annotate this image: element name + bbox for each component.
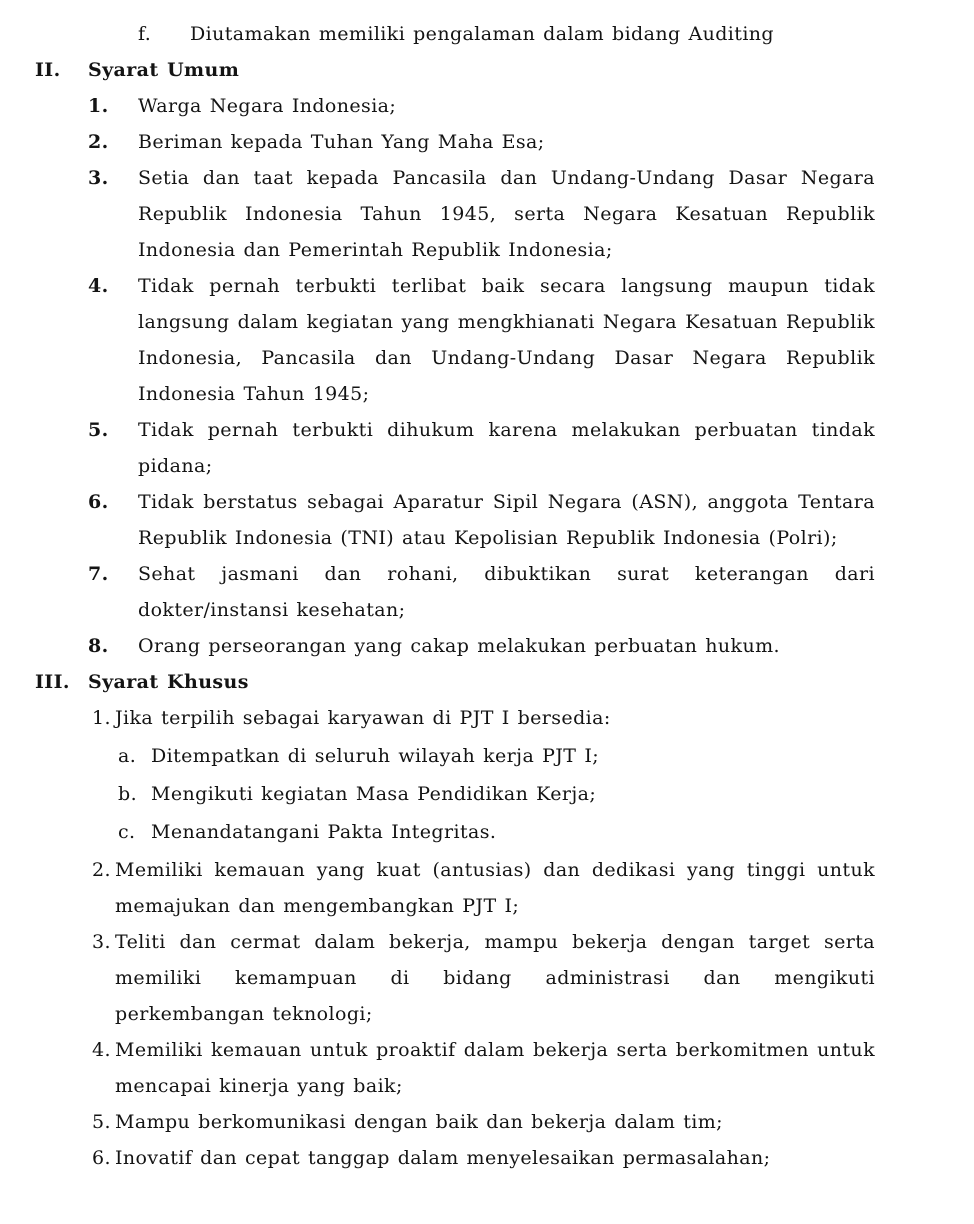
list-item-text: Diutamakan memiliki pengalaman dalam bidang Auditing (190, 23, 774, 45)
list-item-text: Tidak pernah terbukti dihukum karena melakukan perbuatan tindak pidana; (138, 419, 875, 477)
list-item-text: Memiliki kemauan untuk proaktif dalam bekerja serta berkomitmen untuk mencapai kinerja yang baik; (115, 1039, 875, 1097)
list-item-marker: 4. (92, 1039, 111, 1061)
list-item-marker: 1. (92, 707, 111, 729)
list-item-marker: 5. (92, 1111, 111, 1133)
list-item (35, 556, 875, 628)
list-item (35, 124, 875, 160)
list-item-marker: 1. (88, 95, 109, 117)
section-number: III. (35, 671, 70, 693)
list-item (35, 924, 875, 1032)
list-item-text: Sehat jasmani dan rohani, dibuktikan surat keterangan dari dokter/instansi kesehatan; (138, 563, 875, 621)
section-heading (35, 664, 875, 700)
list-subitem-marker: b. (118, 783, 138, 805)
list-subitem (35, 738, 875, 774)
list-item (35, 268, 875, 412)
list-item (35, 88, 875, 124)
list-item-text: Mampu berkomunikasi dengan baik dan bekerja dalam tim; (115, 1111, 723, 1133)
list-item-marker: 3. (88, 167, 109, 189)
list-item (35, 1104, 875, 1140)
section-title: Syarat Umum (88, 59, 240, 81)
list-item-text: Jika terpilih sebagai karyawan di PJT I bersedia: (115, 707, 611, 729)
list-subitem-text: Menandatangani Pakta Integritas. (151, 821, 497, 843)
list-subitem-text: Ditempatkan di seluruh wilayah kerja PJT I; (151, 745, 600, 767)
list-item-text: Warga Negara Indonesia; (138, 95, 397, 117)
list-subitem (35, 814, 875, 850)
list-subitem-marker: a. (118, 745, 137, 767)
list-item-marker: 4. (88, 275, 109, 297)
list-item (35, 852, 875, 924)
list-item-marker: 2. (92, 859, 111, 881)
list-item (35, 412, 875, 484)
list-item (35, 1032, 875, 1104)
list-item-text: Teliti dan cermat dalam bekerja, mampu bekerja dengan target serta memiliki kemampuan di bidang administrasi dan mengikuti perkembangan teknologi; (115, 931, 875, 1025)
section-title: Syarat Khusus (88, 671, 249, 693)
list-item-text: Beriman kepada Tuhan Yang Maha Esa; (138, 131, 545, 153)
list-item-text: Orang perseorangan yang cakap melakukan perbuatan hukum. (138, 635, 780, 657)
list-item (35, 484, 875, 556)
list-item-marker: 7. (88, 563, 109, 585)
list-item-text: Memiliki kemauan yang kuat (antusias) dan dedikasi yang tinggi untuk memajukan dan mengembangkan PJT I; (115, 859, 875, 917)
list-item-text: Inovatif dan cepat tanggap dalam menyelesaikan permasalahan; (115, 1147, 771, 1169)
section-syarat-umum (35, 52, 875, 664)
list-item-marker: 5. (88, 419, 109, 441)
list-item-marker: 6. (88, 491, 109, 513)
list-item (35, 700, 875, 736)
list-subitem-marker: c. (118, 821, 136, 843)
list-item (35, 628, 875, 664)
list-item-intro (35, 16, 875, 52)
list-item-text: Tidak berstatus sebagai Aparatur Sipil Negara (ASN), anggota Tentara Republik Indonesia (TNI) atau Kepolisian Republik Indonesia (Polri); (138, 491, 875, 549)
list-item (35, 160, 875, 268)
list-item-text: Tidak pernah terbukti terlibat baik secara langsung maupun tidak langsung dalam kegiatan yang mengkhianati Negara Kesatuan Republik Indonesia, Pancasila dan Undang-Undang Dasar Negara Republik Indonesia Tahun 1945; (138, 275, 875, 405)
section-heading (35, 52, 875, 88)
sections-container (35, 52, 875, 1176)
list-item-marker: f. (138, 23, 152, 45)
list-item-marker: 2. (88, 131, 109, 153)
section-number: II. (35, 59, 61, 81)
list-item-marker: 3. (92, 931, 111, 953)
list-item (35, 1140, 875, 1176)
list-subitem (35, 776, 875, 812)
list-item-marker: 6. (92, 1147, 111, 1169)
list-item-marker: 8. (88, 635, 109, 657)
list-subitem-text: Mengikuti kegiatan Masa Pendidikan Kerja; (151, 783, 597, 805)
list-item-text: Setia dan taat kepada Pancasila dan Undang-Undang Dasar Negara Republik Indonesia Tahun 1945, serta Negara Kesatuan Republik Indonesia dan Pemerintah Republik Indonesia; (138, 167, 875, 261)
section-syarat-khusus (35, 664, 875, 1176)
